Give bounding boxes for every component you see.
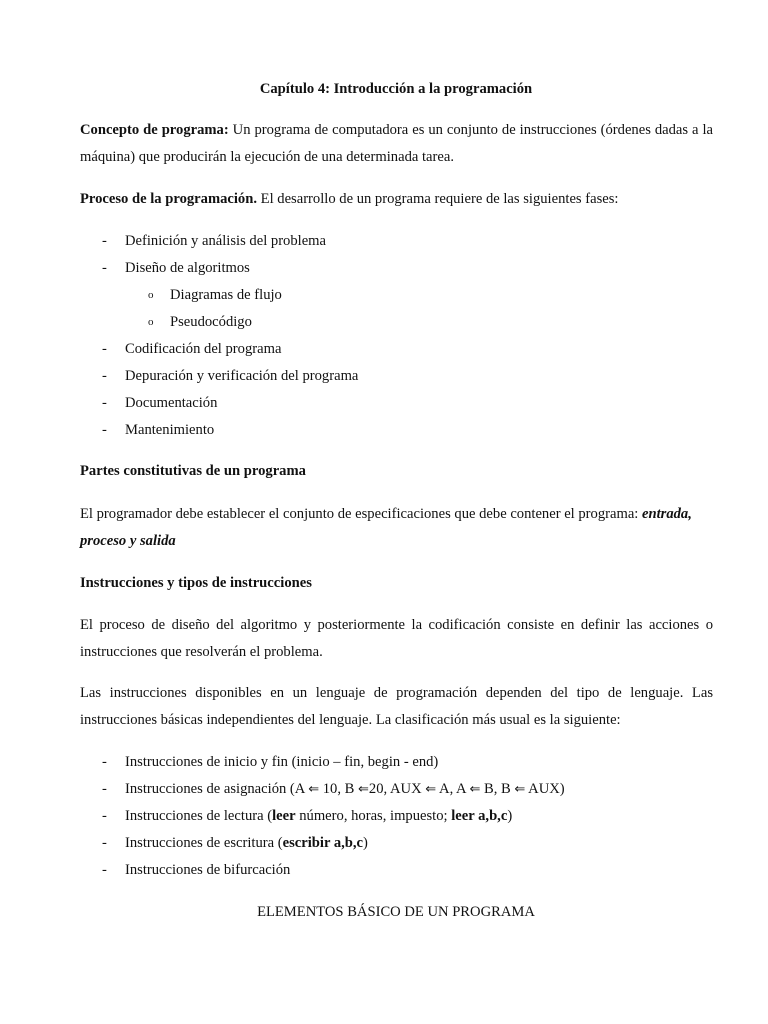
instrucciones-paragraph-2: Las instrucciones disponibles en un lenguaje de programación dependen del tipo de lenguaje. Las instrucciones básicas independientes del lenguaje. La clasificación más usual es la siguiente:	[80, 685, 713, 728]
list-item: - Instrucciones de lectura (leer número, horas, impuesto; leer a,b,c)	[80, 803, 713, 830]
dash-bullet: -	[102, 341, 107, 357]
left-arrow-icon: ⇐	[469, 782, 481, 797]
proceso-label: Proceso de la programación.	[80, 191, 257, 207]
partes-text: El programador debe establecer el conjunto de especificaciones que debe contener el programa:	[80, 506, 643, 522]
partes-paragraph	[80, 501, 713, 555]
circle-bullet-icon: o	[148, 316, 154, 328]
fases-list	[80, 228, 713, 444]
list-item: - Instrucciones de asignación (A ⇐ 10, B ⇐20, AUX ⇐ A, A ⇐ B, B ⇐ AUX)	[80, 776, 713, 803]
concepto-label: Concepto de programa:	[80, 122, 229, 138]
list-item: - Instrucciones de escritura (escribir a,b,c)	[80, 830, 713, 857]
dash-bullet: -	[102, 233, 107, 249]
instrucciones-paragraph-1: El proceso de diseño del algoritmo y posteriormente la codificación consiste en definir las acciones o instrucciones que resolverán el problema.	[80, 617, 713, 660]
section-title: ELEMENTOS BÁSICO DE UN PROGRAMA	[257, 904, 535, 920]
left-arrow-icon: ⇐	[308, 782, 320, 797]
dash-bullet: -	[102, 422, 107, 438]
proceso-paragraph	[80, 186, 713, 213]
instrucciones-heading: Instrucciones y tipos de instrucciones	[80, 575, 312, 591]
partes-emphasis: entrada, proceso y salida	[80, 506, 692, 549]
dash-bullet: -	[102, 260, 107, 276]
left-arrow-icon: ⇐	[358, 782, 369, 797]
list-item: - Mantenimiento	[80, 417, 713, 444]
list-item: - Instrucciones de bifurcación	[80, 857, 713, 884]
left-arrow-icon: ⇐	[425, 782, 437, 797]
concepto-text: Un programa de computadora es un conjunto de instrucciones (órdenes dadas a la máquina) que producirán la ejecución de una determinada tarea.	[80, 122, 713, 165]
dash-bullet: -	[102, 754, 107, 770]
list-item: - Depuración y verificación del programa	[80, 363, 713, 390]
list-item: - Definición y análisis del problema	[80, 228, 713, 255]
dash-bullet: -	[102, 781, 107, 797]
dash-bullet: -	[102, 368, 107, 384]
tipos-list	[80, 749, 713, 884]
page-title: Capítulo 4: Introducción a la programación	[259, 81, 533, 97]
concepto-paragraph	[80, 117, 713, 171]
dash-bullet: -	[102, 395, 107, 411]
dash-bullet: -	[102, 862, 107, 878]
dash-bullet: -	[102, 808, 107, 824]
list-item: - Codificación del programa	[80, 336, 713, 363]
list-item: - Diseño de algoritmos	[80, 255, 713, 282]
circle-bullet-icon: o	[148, 289, 154, 301]
partes-heading: Partes constitutivas de un programa	[80, 463, 306, 479]
dash-bullet: -	[102, 835, 107, 851]
left-arrow-icon: ⇐	[514, 782, 526, 797]
sub-list-item: o Pseudocódigo	[80, 309, 713, 336]
list-item: - Documentación	[80, 390, 713, 417]
proceso-text: El desarrollo de un programa requiere de las siguientes fases:	[257, 191, 619, 207]
list-item: - Instrucciones de inicio y fin (inicio – fin, begin - end)	[80, 749, 713, 776]
sub-list-item: o Diagramas de flujo	[80, 282, 713, 309]
